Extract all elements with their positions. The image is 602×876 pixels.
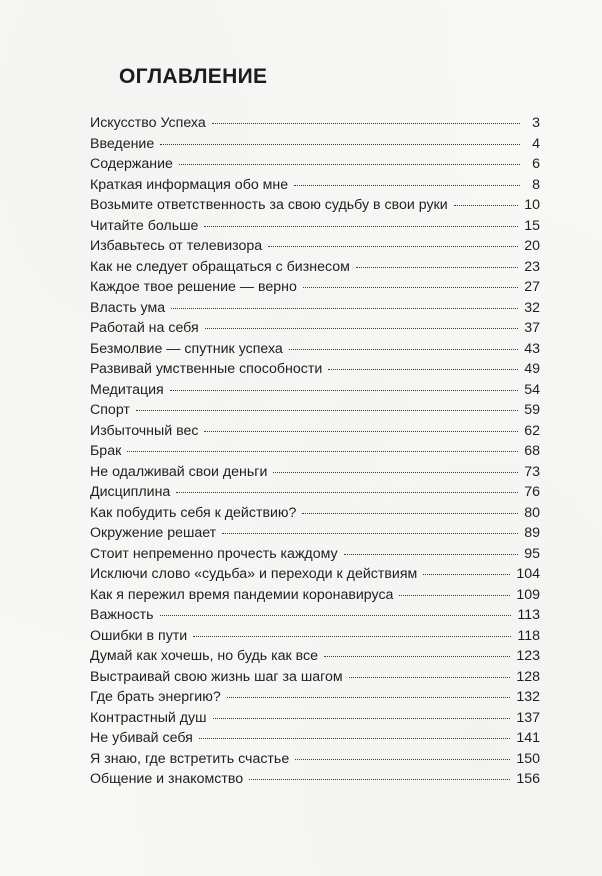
toc-entry-title: Окружение решает <box>90 525 217 541</box>
dot-leader <box>227 697 511 698</box>
toc-entry-page-number: 8 <box>532 176 540 193</box>
toc-entry <box>90 216 540 237</box>
table-of-contents <box>90 113 540 790</box>
toc-entry-page-number: 141 <box>516 730 540 746</box>
dot-leader <box>213 718 511 719</box>
toc-entry-title: Спорт <box>90 402 130 418</box>
toc-entry <box>90 646 540 667</box>
toc-entry <box>90 236 540 257</box>
toc-entry-page-number: 59 <box>524 402 540 418</box>
dot-leader <box>160 615 512 616</box>
toc-entry-title: Дисциплина <box>90 484 171 500</box>
toc-entry <box>90 421 540 442</box>
toc-entry-title: Как я пережил время пандемии коронавируса <box>90 586 394 603</box>
dot-leader <box>399 595 510 596</box>
toc-entry-title: Брак <box>90 443 122 459</box>
toc-entry <box>90 359 540 380</box>
toc-entry-page-number: 68 <box>524 443 540 459</box>
dot-leader <box>193 636 511 637</box>
toc-entry-title: Исключи слово «судьба» и переходи к действиям <box>90 566 418 582</box>
toc-entry-title: Избавьтесь от телевизора <box>90 238 263 254</box>
toc-entry-title: Безмолвие — спутник успеха <box>90 340 283 357</box>
toc-entry <box>90 298 540 319</box>
toc-entry-page-number: 118 <box>517 627 540 644</box>
toc-entry-page-number: 10 <box>524 197 540 213</box>
toc-entry-title: Думай как хочешь, но будь как все <box>90 648 319 664</box>
dot-leader <box>294 185 520 186</box>
toc-entry-title: Не одалживай свои деньги <box>90 463 268 480</box>
dot-leader <box>268 246 518 247</box>
dot-leader <box>160 144 520 145</box>
toc-entry-page-number: 23 <box>524 258 540 275</box>
toc-entry-page-number: 15 <box>524 217 540 234</box>
toc-entry-title: Контрастный душ <box>90 709 207 726</box>
toc-entry-page-number: 20 <box>524 238 540 254</box>
toc-entry-title: Медитация <box>90 381 164 398</box>
toc-entry <box>90 195 540 216</box>
toc-entry <box>90 585 540 606</box>
dot-leader <box>324 656 510 657</box>
toc-entry <box>90 462 540 483</box>
toc-entry <box>90 257 540 278</box>
dot-leader <box>199 738 510 739</box>
toc-entry-title: Где брать энергию? <box>90 689 221 705</box>
dot-leader <box>349 677 511 678</box>
toc-entry <box>90 113 540 134</box>
toc-entry <box>90 687 540 708</box>
toc-entry <box>90 277 540 298</box>
toc-entry <box>90 134 540 155</box>
toc-entry <box>90 605 540 626</box>
toc-entry-title: Важность <box>90 607 154 623</box>
toc-entry <box>90 318 540 339</box>
dot-leader <box>423 574 510 575</box>
dot-leader <box>289 349 518 350</box>
dot-leader <box>176 492 518 493</box>
dot-leader <box>222 533 518 534</box>
toc-entry-title: Читайте больше <box>90 217 199 234</box>
toc-entry-page-number: 137 <box>516 709 540 726</box>
dot-leader <box>303 287 518 288</box>
toc-entry <box>90 708 540 729</box>
toc-entry <box>90 482 540 503</box>
toc-entry-title: Как не следует обращаться с бизнесом <box>90 258 350 275</box>
toc-entry-page-number: 95 <box>524 545 540 562</box>
toc-entry-page-number: 132 <box>516 689 540 705</box>
toc-entry-page-number: 104 <box>516 566 540 582</box>
dot-leader <box>170 390 518 391</box>
dot-leader <box>328 369 518 370</box>
toc-entry-title: Выстраивай свою жизнь шаг за шагом <box>90 668 343 685</box>
toc-entry-title: Каждое твое решение — верно <box>90 279 297 295</box>
toc-entry-page-number: 32 <box>524 299 540 316</box>
toc-entry <box>90 523 540 544</box>
toc-entry-page-number: 150 <box>516 750 540 767</box>
dot-leader <box>171 308 518 309</box>
toc-entry <box>90 728 540 749</box>
dot-leader <box>295 759 510 760</box>
toc-entry-page-number: 37 <box>524 320 540 336</box>
toc-entry <box>90 154 540 175</box>
dot-leader <box>454 205 519 206</box>
toc-entry-title: Как побудить себя к действию? <box>90 504 297 521</box>
dot-leader <box>356 267 518 268</box>
toc-entry-page-number: 109 <box>516 586 540 603</box>
toc-entry-title: Краткая информация обо мне <box>90 176 289 193</box>
toc-entry-page-number: 6 <box>532 156 540 172</box>
toc-entry-page-number: 43 <box>524 340 540 357</box>
dot-leader <box>249 779 510 780</box>
dot-leader <box>212 123 520 124</box>
toc-entry-page-number: 73 <box>524 463 540 480</box>
toc-entry-page-number: 49 <box>524 361 540 377</box>
toc-entry <box>90 749 540 770</box>
dot-leader <box>127 451 518 452</box>
toc-entry <box>90 769 540 790</box>
dot-leader <box>205 328 519 329</box>
toc-entry-title: Стоит непременно прочесть каждому <box>90 545 338 562</box>
dot-leader <box>136 410 518 411</box>
toc-entry-title: Не убивай себя <box>90 730 193 746</box>
toc-entry-title: Избыточный вес <box>90 422 199 439</box>
toc-entry-page-number: 62 <box>524 422 540 439</box>
toc-entry-page-number: 123 <box>516 648 540 664</box>
toc-entry-page-number: 27 <box>524 279 540 295</box>
toc-entry-page-number: 80 <box>524 504 540 521</box>
toc-entry <box>90 503 540 524</box>
toc-entry-title: Общение и знакомство <box>90 771 244 787</box>
page-title: ОГЛАВЛЕНИЕ <box>119 65 268 88</box>
dot-leader <box>273 472 518 473</box>
toc-entry-title: Я знаю, где встретить счастье <box>90 750 290 767</box>
toc-entry-title: Ошибки в пути <box>90 627 188 644</box>
toc-entry-page-number: 4 <box>532 135 540 152</box>
toc-entry-title: Власть ума <box>90 299 166 316</box>
toc-entry-title: Содержание <box>90 156 173 172</box>
toc-entry <box>90 380 540 401</box>
toc-entry-page-number: 54 <box>524 381 540 398</box>
toc-entry <box>90 175 540 196</box>
toc-entry-page-number: 128 <box>516 668 540 685</box>
toc-entry <box>90 626 540 647</box>
toc-entry <box>90 564 540 585</box>
toc-entry <box>90 667 540 688</box>
toc-entry-page-number: 156 <box>516 771 540 787</box>
dot-leader <box>344 554 519 555</box>
toc-entry-page-number: 76 <box>524 484 540 500</box>
toc-entry-title: Развивай умственные способности <box>90 361 323 377</box>
toc-entry <box>90 400 540 421</box>
dot-leader <box>204 226 518 227</box>
toc-entry <box>90 544 540 565</box>
toc-entry-title: Искусство Успеха <box>90 115 206 131</box>
toc-entry-title: Возьмите ответственность за свою судьбу в свои руки <box>90 197 448 213</box>
toc-entry <box>90 441 540 462</box>
dot-leader <box>204 431 518 432</box>
toc-entry-title: Введение <box>90 135 155 152</box>
toc-entry-page-number: 113 <box>517 607 540 623</box>
toc-entry-page-number: 3 <box>532 115 540 131</box>
toc-entry-page-number: 89 <box>524 525 540 541</box>
dot-leader <box>302 513 518 514</box>
toc-entry <box>90 339 540 360</box>
toc-entry-title: Работай на себя <box>90 320 199 336</box>
dot-leader <box>179 164 520 165</box>
